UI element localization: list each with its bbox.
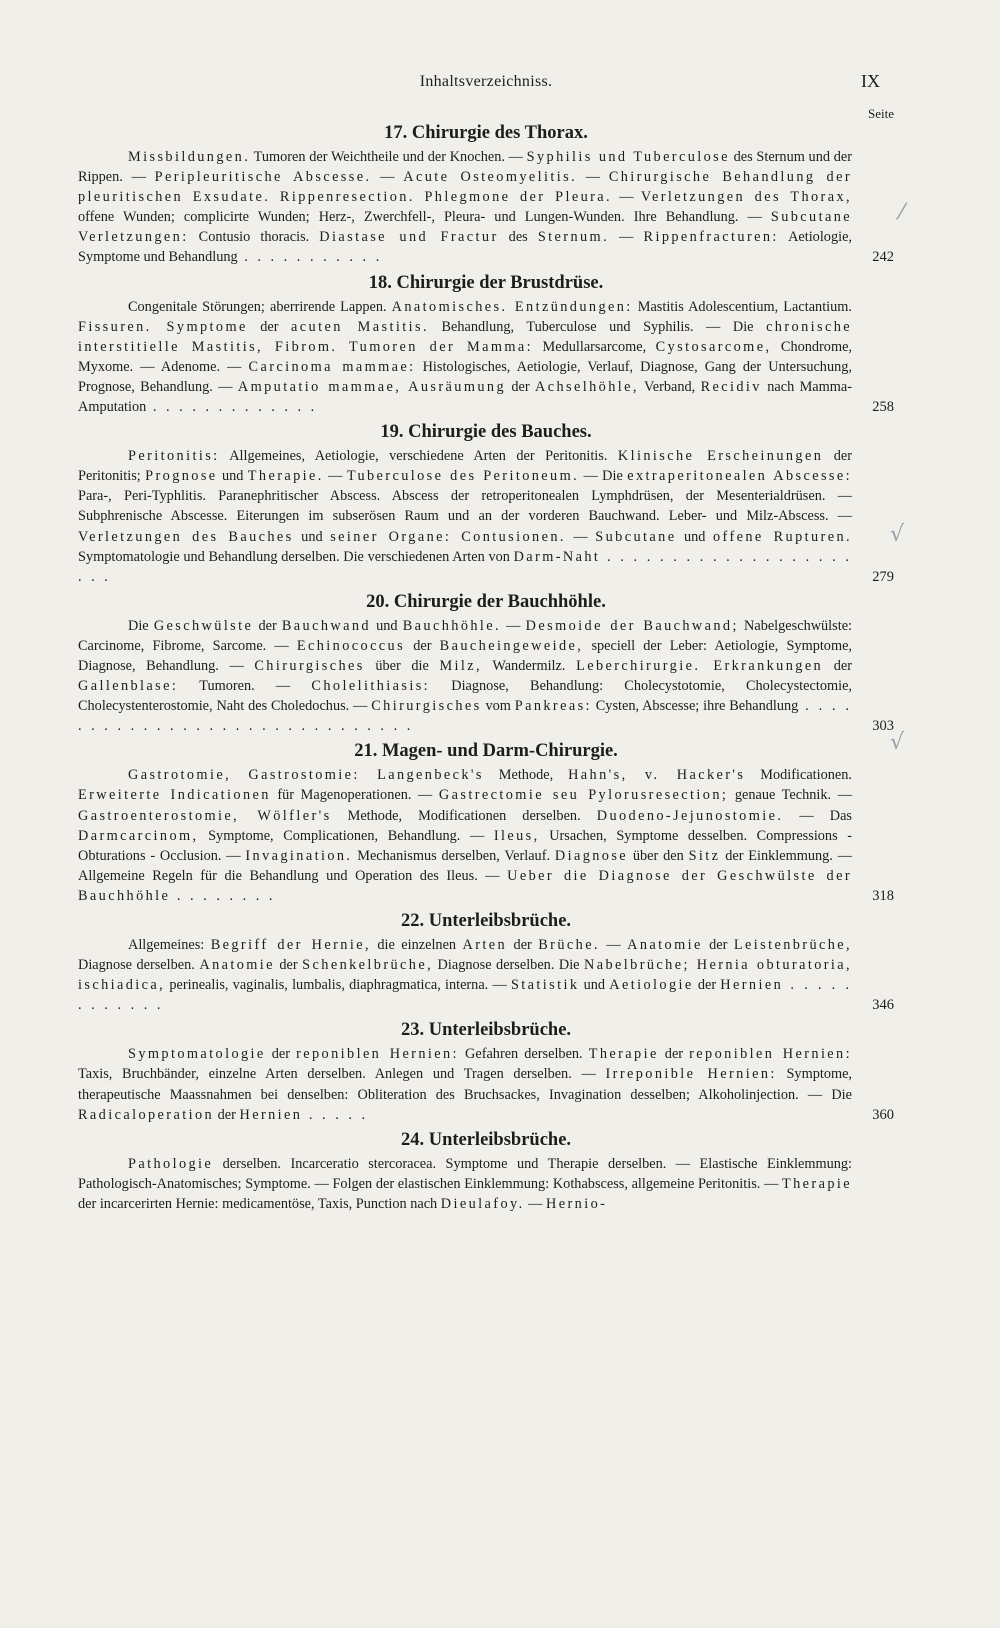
section-summary — [78, 1154, 894, 1214]
emphasized-term: Verletzungen des Bauches — [78, 528, 294, 545]
dot-leader: . . . . . . . . . . . . . . . . . . . . . . . . . . . . . . — [78, 698, 853, 735]
emphasized-term: Leistenbrüche, — [733, 937, 853, 953]
emphasized-term: Subcutane — [595, 528, 677, 545]
section-summary — [78, 446, 894, 587]
emphasized-term: Baucheingeweide, — [439, 637, 584, 654]
page-reference: 242 — [872, 249, 894, 266]
summary-text: — — [609, 229, 644, 246]
section-title: 22. Unterleibsbrüche. — [400, 911, 572, 931]
page-reference: 303 — [872, 718, 894, 735]
pencil-check-mark: √ — [890, 730, 905, 755]
summary-text: Para-, Peri-Typhlitis. Paranephritischer Abscess. Abscess der retroperitonealen Lymphdrüsen, der Mesenterialdrüsen. — Subphrenische Abscesse. Eiterungen im subserösen Raum und an der vorderen Bauchwand. Leber- und Milz-Abscess. — — [78, 488, 852, 525]
emphasized-term: Peritonitis: — [128, 448, 220, 465]
summary-text: Taxis, Bruchbänder, einzelne Arten derselben. Anlegen und Tragen derselben. — — [78, 1066, 606, 1083]
summary-text: Ursachen, Symptome desselben. Compressions - Obturations - Occlusion. — — [78, 827, 852, 864]
section-title: 19. Chirurgie des Bauches. — [380, 422, 592, 443]
emphasized-term: chronische interstitielle Mastitis, Fibrom. Tumoren der Mamma: — [78, 318, 852, 355]
emphasized-term: Achselhöhle, — [535, 378, 639, 395]
emphasized-term: Prognose — [145, 468, 218, 485]
summary-text: derselben. Incarceratio stercoracea. Symptome und Therapie derselben. — Elastische Einklemmung: Pathologisch-Anatomisches; Symptome. — Folgen der elastischen Einklemmung: Kothabscess, allgemeine Peritonitis. — — [78, 1155, 852, 1192]
page-number: IX — [861, 71, 880, 91]
toc-section — [78, 421, 894, 587]
summary-text: der — [214, 1106, 240, 1123]
emphasized-term: Anatomie — [627, 937, 703, 953]
emphasized-term: Nabelbrüche; Hernia obturatoria, ischiadica, — [78, 957, 853, 994]
summary-text: des — [498, 229, 538, 246]
section-summary — [78, 297, 894, 418]
emphasized-term: acuten Mastitis. — [291, 318, 429, 335]
summary-text: Allgemeines: — [128, 937, 211, 953]
emphasized-term: Ueber die Diagnose der Geschwülste der Bauchhöhle — [78, 867, 852, 904]
emphasized-term: reponiblen Hernien: — [689, 1046, 852, 1063]
section-summary — [78, 1044, 894, 1124]
page-reference: 346 — [872, 997, 894, 1014]
summary-text: — — [577, 169, 609, 186]
emphasized-term: Milz, — [439, 657, 483, 674]
summary-text: und — [676, 528, 713, 545]
emphasized-term: Sitz — [688, 847, 721, 864]
pencil-check-mark: √ — [890, 522, 905, 547]
emphasized-term: Gastrectomie seu Pylorusresection; — [438, 787, 729, 804]
summary-text: Chondrome, Myxome. — Adenome. — — [78, 338, 852, 375]
emphasized-term: Leberchirurgie. Erkrankungen — [576, 657, 824, 674]
emphasized-term: Carcinoma mammae: — [248, 358, 416, 375]
emphasized-term: Bauchwand — [281, 617, 371, 634]
summary-text: speciell der Leber: Aetiologie, Symptome, Diagnose, Behandlung. — — [78, 637, 852, 674]
summary-text: — — [501, 617, 526, 634]
emphasized-term: Fissuren. Symptome — [78, 318, 248, 335]
summary-text: Methode, — [483, 767, 569, 784]
section-summary — [78, 616, 894, 737]
toc-section — [78, 272, 894, 418]
summary-text: — — [323, 468, 347, 485]
summary-text: über die — [364, 657, 440, 674]
emphasized-term: Dieulafoy. — [440, 1195, 525, 1212]
emphasized-term: Symptomatologie — [128, 1046, 266, 1063]
emphasized-term: Therapie. — [247, 468, 324, 485]
emphasized-term: Recidiv — [700, 378, 762, 395]
summary-text: Mastitis Adolescentium, Lactantium. — [632, 298, 852, 315]
emphasized-term: Cystosarcome, — [655, 338, 772, 355]
emphasized-term: Pathologie — [128, 1155, 214, 1172]
summary-text: Medullarsarcome, — [533, 338, 656, 355]
emphasized-term: Verletzungen des Thorax, — [640, 189, 852, 206]
summary-text: Diagnose, Behandlung: Cholecystotomie, Cholecystectomie, Cholecystenterostomie, Naht des Choledochus. — — [78, 678, 852, 715]
emphasized-term: Schenkelbrüche, — [302, 957, 434, 974]
emphasized-term: Klinische Erscheinungen — [617, 448, 824, 465]
emphasized-term: Desmoide der Bauchwand; — [525, 617, 739, 634]
page-reference: 318 — [872, 887, 894, 904]
emphasized-term: Cholelithiasis: — [311, 678, 431, 695]
summary-text: Tumoren. — — [178, 678, 312, 695]
toc-section — [78, 740, 894, 906]
summary-text: Symptomatologie und Behandlung derselben. Die verschiedenen Arten von — [78, 548, 514, 565]
emphasized-term: Chirurgisches — [254, 657, 365, 674]
summary-text: Diagnose derselben. — [78, 957, 200, 974]
emphasized-term: Hernien — [239, 1106, 303, 1123]
emphasized-term: Therapie — [588, 1046, 659, 1063]
running-head — [78, 70, 894, 98]
summary-text: der — [274, 957, 303, 974]
section-title: 24. Unterleibsbrüche. — [400, 1129, 572, 1150]
summary-text: — Das — [783, 807, 852, 824]
emphasized-term: Bauchhöhle. — [402, 617, 502, 634]
summary-text: Congenitale Störungen; aberrirende Lappen. — [128, 298, 392, 315]
summary-text: des Sternum und der Rippen. — — [78, 149, 852, 186]
summary-text: Modificationen. — [745, 767, 852, 784]
summary-text: Wandermilz. — [482, 657, 577, 674]
dot-leader: . . . . . . . . . . . . . . . . . . . . . . — [78, 548, 852, 585]
summary-text: der — [507, 937, 539, 953]
emphasized-term: Darmcarcinom, — [78, 827, 199, 844]
section-summary — [78, 147, 894, 268]
toc-section — [78, 1019, 894, 1124]
emphasized-term: Gastrotomie, Gastrostomie: Langenbeck's — [128, 767, 484, 784]
summary-text: der — [702, 937, 734, 953]
summary-text: für Magenoperationen. — — [270, 787, 439, 804]
summary-text: und — [217, 468, 248, 485]
summary-text: und — [293, 528, 331, 545]
emphasized-term: Chirurgisches — [371, 698, 482, 715]
emphasized-term: Brüche. — [538, 937, 600, 953]
section-title: 17. Chirurgie des Thorax. — [384, 123, 588, 143]
emphasized-term: Peripleuritische Abscesse. — [154, 169, 372, 186]
toc-sections — [78, 122, 894, 1214]
summary-text: der Einklemmung. — Allgemeine Regeln für die Behandlung und Operation des Ileus. — — [78, 847, 852, 884]
summary-text: — — [524, 1195, 547, 1212]
emphasized-term: Missbildungen. — [128, 149, 251, 165]
emphasized-term: Ileus, — [493, 827, 540, 844]
dot-leader: . . . . . . . . . . . . . — [146, 399, 318, 416]
emphasized-term: Hernio- — [546, 1195, 608, 1212]
summary-text: Allgemeines, Aetiologie, verschiedene Arten der Peritonitis. — [219, 448, 618, 465]
summary-text: Tumoren der Weichtheile und der Knochen. — — [250, 149, 527, 165]
emphasized-term: Radicaloperation — [78, 1106, 215, 1123]
summary-text: genaue Technik. — — [728, 787, 852, 804]
emphasized-term: Echinococcus — [296, 637, 406, 654]
dot-leader: . . . . . . . . — [170, 887, 276, 904]
summary-text: — — [565, 528, 596, 545]
page-reference: 360 — [872, 1106, 894, 1123]
toc-section — [78, 1129, 894, 1214]
summary-text: Cysten, Abscesse; ihre Behandlung — [591, 698, 799, 715]
summary-text: Gefahren derselben. — [458, 1046, 589, 1063]
emphasized-term: Begriff der Hernie, — [210, 937, 371, 953]
running-title: Inhaltsverzeichniss. — [419, 73, 553, 90]
summary-text: vom — [481, 698, 515, 715]
summary-text: der incarcerirten Hernie: medicamentöse, Taxis, Punction nach — [78, 1195, 441, 1212]
emphasized-term: Subcutane Verletzungen: — [78, 209, 852, 246]
summary-text: — — [612, 189, 641, 206]
emphasized-term: Diagnose — [554, 847, 629, 864]
emphasized-term: Sternum. — [537, 229, 610, 246]
emphasized-term: Erweiterte Indicationen — [78, 787, 271, 804]
toc-section — [78, 122, 894, 268]
emphasized-term: Diastase und Fractur — [319, 229, 499, 246]
emphasized-term: Invagination. — [245, 847, 353, 864]
emphasized-term: Anatomie — [199, 957, 275, 974]
emphasized-term: reponiblen Hernien: — [296, 1046, 459, 1063]
summary-text: — Die — [579, 468, 628, 485]
emphasized-term: Hahn's, v. Hacker's — [568, 767, 746, 784]
summary-text: Nabelgeschwülste: Carcinome, Fibrome, Sarcome. — — [78, 617, 853, 654]
summary-text: Symptome, Complicationen, Behandlung. — — [198, 827, 494, 844]
dot-leader: . . . . . . . . . . . — [237, 249, 383, 266]
summary-text: der — [253, 617, 282, 634]
page-reference: 258 — [872, 399, 894, 416]
summary-text: Contusio thoracis. — [188, 229, 320, 246]
section-summary — [78, 765, 894, 906]
toc-section — [78, 591, 894, 737]
section-title: 18. Chirurgie der Brustdrüse. — [368, 272, 604, 293]
emphasized-term: Geschwülste — [153, 617, 254, 634]
summary-text: und — [579, 977, 610, 994]
summary-text: der — [658, 1046, 690, 1063]
section-title: 20. Chirurgie der Bauchhöhle. — [366, 591, 606, 612]
summary-text: offene Wunden; complicirte Wunden; Herz-, Zwerchfell-, Pleura- und Lungen-Wunden. Ihre Behandlung. — — [78, 209, 771, 226]
emphasized-term: Therapie — [782, 1175, 852, 1192]
summary-text: Symptome, therapeutische Maassnahmen bei denselben: Obliteration des Bruchsackes, Invagination desselben; Alkoholinjection. — Die — [78, 1066, 853, 1103]
summary-text: der — [506, 378, 536, 395]
summary-text: der — [823, 657, 852, 674]
seite-label: Seite — [868, 106, 894, 121]
summary-text: nach Mamma-Amputation — [78, 378, 852, 416]
summary-text: der Peritonitis; — [78, 448, 852, 485]
emphasized-term: Amputatio mammae, Ausräumung — [237, 378, 507, 395]
summary-text: Mechanismus derselben, Verlauf. — [352, 847, 555, 864]
emphasized-term: offene Rupturen. — [713, 528, 852, 545]
emphasized-term: Duodeno-Jejunostomie. — [596, 807, 784, 824]
emphasized-term: Gallenblase: — [78, 678, 179, 695]
summary-text: der — [693, 977, 721, 994]
emphasized-term: Darm-Naht — [513, 548, 601, 565]
section-title: 23. Unterleibsbrüche. — [400, 1020, 572, 1041]
emphasized-term: Anatomisches. Entzündungen: — [391, 298, 633, 315]
pencil-check-mark: ⁄ — [900, 200, 904, 225]
summary-text: Die — [128, 617, 154, 634]
emphasized-term: Aetiologie — [609, 977, 694, 994]
summary-text: Diagnose derselben. Die — [433, 957, 585, 974]
summary-text: — — [599, 937, 628, 953]
emphasized-term: Hernien — [720, 977, 784, 994]
summary-text: der — [265, 1046, 297, 1063]
emphasized-term: Pankreas: — [514, 698, 592, 715]
emphasized-term: Arten — [462, 937, 508, 953]
summary-text: Histologisches, Aetiologie, Verlauf, Diagnose, Gang der Untersuchung, Prognose, Behandlung. — — [78, 358, 852, 395]
toc-section — [78, 910, 894, 1015]
emphasized-term: Statistik — [510, 977, 580, 994]
summary-text: Methode, Modificationen derselben. — [331, 807, 597, 824]
emphasized-term: extraperitonealen Abscesse: — [627, 468, 852, 485]
emphasized-term: Syphilis und Tuberculose — [526, 149, 730, 165]
summary-text: perinealis, vaginalis, lumbalis, diaphragmatica, interna. — — [165, 977, 511, 994]
emphasized-term: Gastroenterostomie, Wölfler's — [78, 807, 332, 824]
toc-page — [78, 70, 894, 1218]
summary-text: Behandlung, Tuberculose und Syphilis. — Die — [428, 318, 767, 335]
emphasized-term: Tuberculose des Peritoneum. — [346, 468, 580, 485]
summary-text: der — [405, 637, 440, 654]
emphasized-term: seiner Organe: Contusionen. — [330, 528, 566, 545]
summary-text: der — [247, 318, 292, 335]
dot-leader: . . . . . — [302, 1106, 369, 1123]
summary-text: Aetiologie, Symptome und Behandlung — [78, 229, 852, 266]
emphasized-term: Rippenfracturen: — [643, 229, 779, 246]
summary-text: — — [371, 169, 404, 186]
emphasized-term: Acute Osteomyelitis. — [403, 169, 578, 186]
emphasized-term: Chirurgische Behandlung der pleuritischen Exsudate. Rippenresection. Phlegmone der Pleura. — [78, 169, 853, 206]
summary-text: die einzelnen — [370, 937, 463, 953]
page-reference: 279 — [872, 568, 894, 585]
summary-text: und — [370, 617, 403, 634]
summary-text: Verband, — [638, 378, 701, 395]
summary-text: über den — [628, 847, 689, 864]
section-summary — [78, 935, 894, 1015]
dot-leader: . . . . . . . . . . . . — [78, 977, 853, 1014]
emphasized-term: Irreponible Hernien: — [605, 1066, 777, 1083]
section-title: 21. Magen- und Darm-Chirurgie. — [354, 741, 618, 762]
